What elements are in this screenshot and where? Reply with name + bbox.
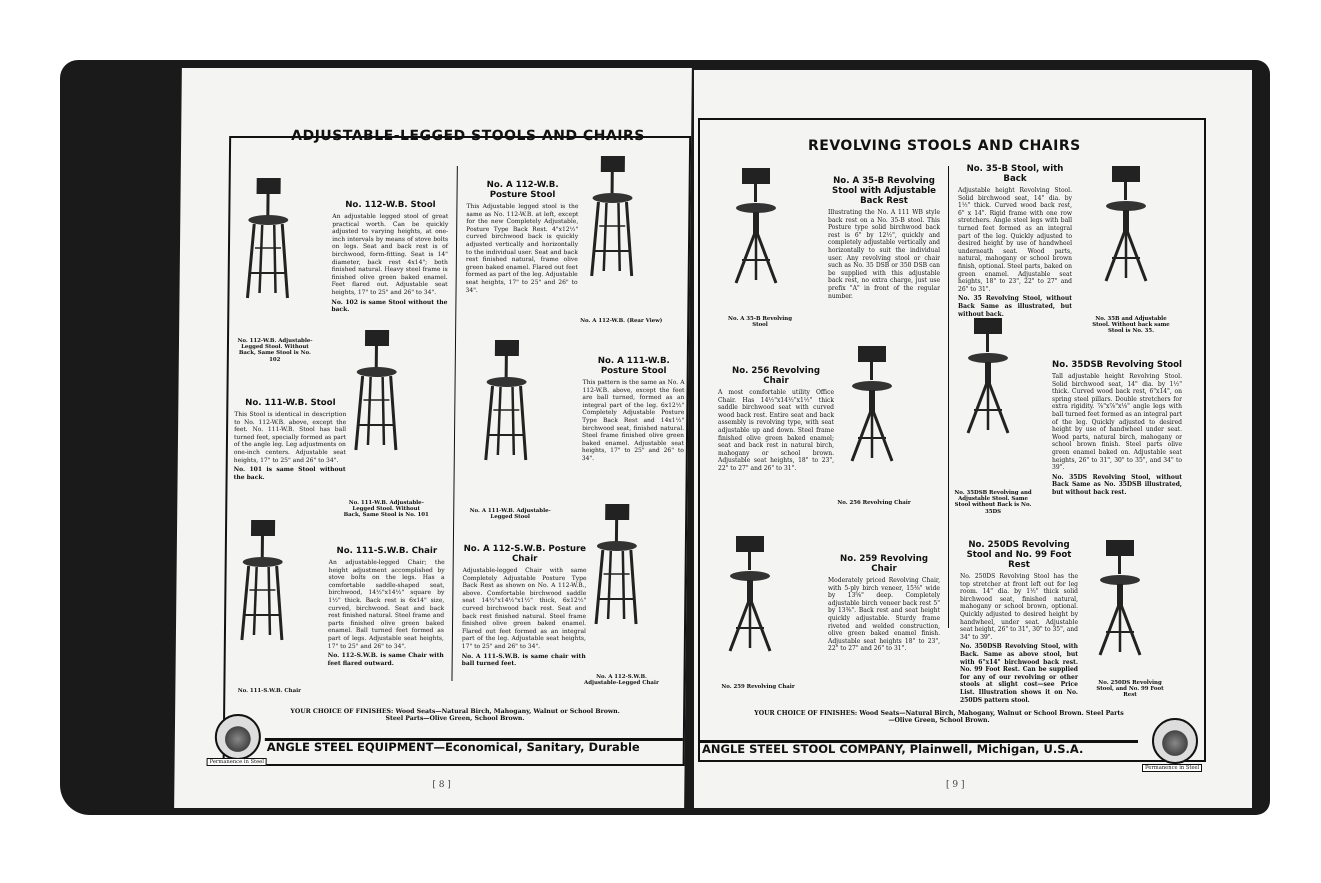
product-name: No. A 112-S.W.B. Posture Chair bbox=[463, 544, 587, 564]
company-seal-icon bbox=[215, 714, 261, 760]
product-note: No. 35 Revolving Stool, without Back Same as illustrated, but without back. bbox=[958, 295, 1072, 318]
product-description-a112wb bbox=[466, 180, 579, 294]
product-name: No. A 112-W.B. Posture Stool bbox=[486, 180, 559, 200]
chair-illustration-a112swb bbox=[594, 504, 643, 629]
product-description-111wb bbox=[234, 398, 347, 481]
item-caption: No. A 35-B Revolving Stool bbox=[728, 316, 792, 329]
product-name: No. 256 Revolving Chair bbox=[732, 366, 820, 386]
page-footer: ANGLE STEEL STOOL COMPANY, Plainwell, Michigan, U.S.A. bbox=[702, 742, 1084, 756]
product-description-112wb bbox=[331, 200, 448, 314]
item-caption: No. A 112-S.W.B. Adjustable-Legged Chair bbox=[584, 674, 659, 687]
product-body: This pattern is the same as No. A 112-W.B. above, except the feet are ball turned, formed as an integral part of the leg. 6x12½" Completely Adjustable Posture Type Back Rest and 14x1½" birchwood seat, finished natural. Steel frame finished olive green baked enamel. Adjustable seat heights, 17" to 25" and 26" to 34". bbox=[581, 379, 685, 462]
product-description-250ds bbox=[960, 540, 1078, 704]
product-description-a111wb bbox=[582, 356, 685, 463]
product-body: No. 250DS Revolving Stool has the top stretcher at front left out for leg room. 14" dia. by 1½" thick solid birchwood seat, finished natural, mahogany or school brown, optional. Quickly adjusted to desired height by handwheel, under seat. Adjustable seat height, 26" to 31", 30" to 35", and 34" to 39". bbox=[960, 573, 1078, 641]
column-divider bbox=[948, 166, 949, 628]
item-caption: No. 250DS Revolving Stool, and No. 99 Foot Rest bbox=[1096, 680, 1164, 699]
product-note: No. 102 is same Stool without the back. bbox=[331, 298, 448, 314]
product-body: Illustrating the No. A 111 WB style back rest on a No. 35-B stool. This Posture type solid birchwood back rest is 6" by 12½", quickly and completely adjustable vertically and horizontally to suit the individual user. Any revolving stool or chair such as No. 35 DSB or 350 DSB can be supplied with this adjustable back rest, no extra charge, just use prefix "A" in front of the regular number. bbox=[828, 209, 940, 300]
stool-illustration-35b bbox=[1104, 166, 1152, 291]
chair-illustration-256 bbox=[850, 346, 898, 471]
page-title: REVOLVING STOOLS AND CHAIRS bbox=[808, 138, 1081, 154]
page-number: [ 8 ] bbox=[432, 780, 451, 790]
product-note: No. A 111-S.W.B. is same chair with ball turned feet. bbox=[461, 652, 586, 668]
product-name: No. 112-W.B. Stool bbox=[345, 200, 436, 210]
catalog-page-right bbox=[694, 70, 1252, 808]
page-footer: ANGLE STEEL EQUIPMENT—Economical, Sanitary, Durable bbox=[266, 740, 640, 754]
product-body: Tall adjustable height Revolving Stool. Solid birchwood seat, 14" dia. by 1½" thick. Curved wood back rest, 6"x14", on spring steel pillars. Double stretchers for extra rigidity. ⅞"x⅞"x⅛" angle legs with ball turned feet formed as an integral part of the leg. Quickly adjusted to desired height by use of handwheel under seat. Wood parts, natural birch, mahogany or school brown finish. Steel parts olive green enamel baked on. Adjustable seat heights, 26" to 31", 30" to 35", and 34" to 39". bbox=[1052, 373, 1182, 472]
product-body: Adjustable height Revolving Stool. Solid birchwood seat, 14" dia. by 1½" thick. Curved wood back rest, 6" x 14". Rigid frame with one row stretchers. Angle steel legs with ball turned feet formed as an integral part of the leg. Quickly adjusted to desired height by use of handwheel underneath seat. Wood parts, natural, mahogany or school brown finish, optional. Steel parts, baked on green enamel. Adjustable seat heights, 18" to 23", 22" to 27" and 26" to 31". bbox=[958, 187, 1072, 293]
stool-illustration-112wb bbox=[245, 178, 294, 303]
page-title: ADJUSTABLE-LEGGED STOOLS AND CHAIRS bbox=[291, 128, 645, 144]
product-name: No. 111-W.B. Stool bbox=[245, 398, 336, 408]
company-seal-icon bbox=[1152, 718, 1198, 764]
product-body: This Stool is identical in description to No. 112-W.B. above, except the feet. No. 111-W.B. Stool has ball turned feet, specially formed as part of the angle leg. Leg adjustments on one-inch centers. Adjustable seat heights, 17" to 25" and 26" to 34". bbox=[233, 411, 347, 464]
product-description-111swb bbox=[328, 546, 445, 667]
product-description-256 bbox=[718, 366, 834, 473]
product-note: No. 112-S.W.B. is same Chair with feet flared outward. bbox=[327, 652, 444, 667]
chair-illustration-111swb bbox=[240, 520, 289, 645]
product-body: Adjustable-legged Chair with same Completely Adjustable Posture Type Back Rest as shown on No. A 112-W.B., above. Comfortable birchwood saddle seat 14½"x14½"x1½" thick, 6x12½" curved birchwood back rest. Seat and back rest finished natural. Steel frame finished olive green baked enamel. Flared out feet formed as an integral part of the leg. Adjustable seat heights, 17" to 25" and 26" to 34". bbox=[461, 567, 587, 650]
page-number: [ 9 ] bbox=[946, 780, 965, 790]
stool-illustration-a112wb bbox=[590, 156, 639, 281]
item-caption: No. 111-W.B. Adjustable-Legged Stool. Without Back, Same Stool is No. 101 bbox=[343, 500, 429, 519]
product-description-35b bbox=[958, 164, 1072, 318]
product-name: No. 35-B Stool, with Back bbox=[966, 164, 1064, 184]
product-body: Moderately priced Revolving Chair, with 5-ply birch veneer, 15⅜" wide by 13⅝" deep. Completely adjustable birch veneer back rest 5" by 13⅜". Back rest and seat height quickly adjustable. Sturdy frame riveted and welded construction, olive green baked enamel finish. Adjustable seat heights 18" to 23", 22" to 27" and 26" to 31". bbox=[828, 577, 940, 653]
product-description-a112swb bbox=[462, 544, 587, 668]
product-body: An adjustable-legged Chair; the height adjustment accomplished by stove bolts on the legs. Has a comfortable saddle-shaped seat, birchwood, 14½"x14½" square by 1½" thick. Back rest is 6x14" size, curved, birchwood. Seat and back rest finished natural. Steel frame and parts finished olive green baked enamel. Ball turned feet formed as part of legs. Adjustable seat heights, 17" to 25" and 26" to 34". bbox=[327, 559, 445, 650]
item-caption: No. 256 Revolving Chair bbox=[837, 500, 911, 506]
stool-illustration-a111wb bbox=[484, 340, 533, 465]
product-description-259 bbox=[828, 554, 940, 653]
stool-illustration-35dsb bbox=[966, 318, 1014, 443]
item-caption: No. 112-W.B. Adjustable-Legged Stool. Without Back, Same Stool is No. 102 bbox=[237, 338, 313, 363]
product-name: No. A 35-B Revolving Stool with Adjustable Back Rest bbox=[832, 176, 936, 206]
product-name: No. 259 Revolving Chair bbox=[840, 554, 928, 574]
item-caption: No. A 112-W.B. (Rear View) bbox=[580, 318, 663, 324]
item-caption: No. 35DSB Revolving and Adjustable Stool. Same Stool without Back is No. 35DS bbox=[954, 490, 1032, 515]
stool-illustration-111wb bbox=[354, 330, 403, 455]
item-caption: No. A 111-W.B. Adjustable-Legged Stool bbox=[469, 508, 551, 521]
product-name: No. 111-S.W.B. Chair bbox=[336, 546, 438, 556]
seal-tag: Permanence in Steel bbox=[207, 758, 267, 766]
finishes-note: YOUR CHOICE OF FINISHES: Wood Seats—Natural Birch, Mahogany, Walnut or School Brown. Steel Parts—Olive Green, School Brown. bbox=[754, 710, 1124, 725]
product-description-35dsb bbox=[1052, 360, 1182, 497]
product-body: A most comfortable utility Office Chair. Has 14½"x14½"x1½" thick saddle birchwood seat with curved wood back rest. Entire seat and back assembly is revolving type, with seat adjustable up and down. Steel frame finished olive green baked enamel; seat and back rest in natural birch, mahogany or school brown. Adjustable seat heights, 18" to 23", 22" to 27" and 26" to 31". bbox=[718, 389, 834, 472]
product-body: An adjustable legged stool of great practical worth. Can be quickly adjusted to varying heights, at one-inch intervals by means of stove bolts on legs. Seat and back rest is of birchwood, form-fitting. Seat is 14" diameter, back rest 4x14"; both finished natural. Heavy steel frame is finished olive green baked enamel. Feet flared out. Adjustable seat heights, 17" to 25" and 26" to 34". bbox=[331, 213, 449, 296]
chair-illustration-259 bbox=[728, 536, 776, 661]
item-caption: No. 35B and Adjustable Stool. Without back same Stool is No. 35. bbox=[1092, 316, 1170, 335]
product-body: This Adjustable legged stool is the same as No. 112-W.B. at left, except for the new Completely Adjustable, Posture Type Back Rest. 4"x12½" curved birchwood back is quickly adjusted vertically and horizontally to the individual user. Seat and back rest finished natural, frame olive green baked enamel. Flared out feet formed as part of the leg. Adjustable seat heights, 17" to 25" and 26" to 34". bbox=[465, 203, 579, 294]
product-note: No. 350DSB Revolving Stool, with Back. Same as above stool, but with 6"x14" birchwood back rest. No. 99 Foot Rest. Can be supplied for any of our revolving or other stools at slight cost—see Price List. Illustration shows it on No. 250DS pattern stool. bbox=[960, 643, 1078, 704]
seal-tag: Permanence in Steel bbox=[1142, 764, 1202, 772]
item-caption: No. 111-S.W.B. Chair bbox=[237, 688, 302, 694]
stool-illustration-250ds bbox=[1098, 540, 1146, 665]
stool-illustration-a35b bbox=[734, 168, 782, 293]
catalog-page-left bbox=[174, 68, 692, 808]
item-caption: No. 259 Revolving Chair bbox=[721, 684, 795, 690]
product-name: No. 250DS Revolving Stool and No. 99 Foot Rest bbox=[966, 540, 1072, 570]
product-name: No. 35DSB Revolving Stool bbox=[1052, 360, 1182, 370]
finishes-note: YOUR CHOICE OF FINISHES: Wood Seats—Natural Birch, Mahogany, Walnut or School Brown. Steel Parts—Olive Green, School Brown. bbox=[290, 708, 620, 723]
product-note: No. 35DS Revolving Stool, without Back Same as No. 35DSB illustrated, but without back rest. bbox=[1052, 473, 1182, 496]
product-description-a35b bbox=[828, 176, 940, 300]
product-name: No. A 111-W.B. Posture Stool bbox=[597, 356, 670, 376]
product-note: No. 101 is same Stool without the back. bbox=[233, 466, 346, 481]
